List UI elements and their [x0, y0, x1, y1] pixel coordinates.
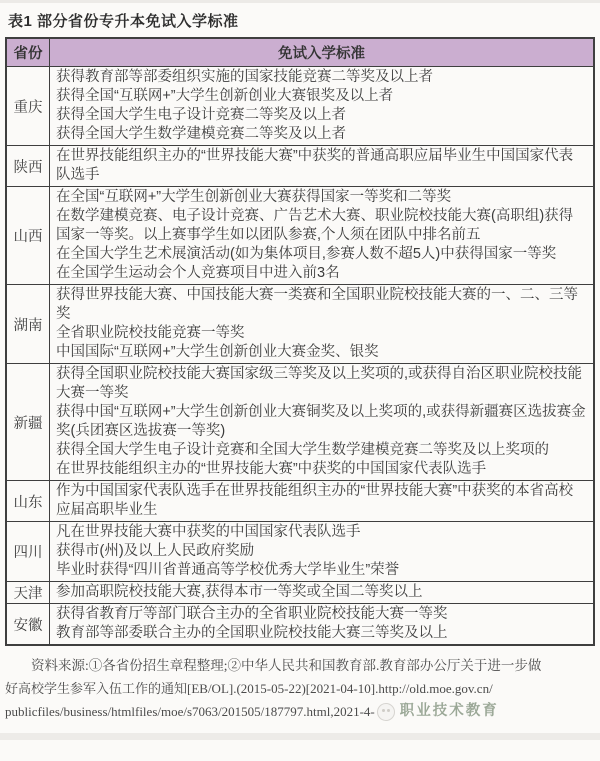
source-url-text: publicfiles/business/htmlfiles/moe/s7063/201505/187797.html,2021-4- — [5, 704, 375, 719]
source-line: 资料来源:①各省份招生章程整理;②中华人民共和国教育部.教育部办公厅关于进一步做 — [31, 658, 542, 673]
table-row — [6, 146, 594, 187]
province-cell: 重庆 — [6, 67, 50, 146]
standard-item: 获得全国大学生电子设计竞赛和全国大学生数学建模竞赛二等奖及以上奖项的 — [56, 442, 549, 458]
standard-item: 获得全国职业院校技能大赛国家级三等奖及以上奖项的,或获得自治区职业院校技能大赛一等奖 — [56, 366, 583, 401]
standards-cell — [50, 582, 595, 604]
standards-cell — [50, 67, 595, 146]
source-line: 好高校学生参军入伍工作的通知[EB/OL].(2015-05-22)[2021-04-10].http://old.moe.gov.cn/ — [5, 681, 493, 696]
standard-item: 获得中国“互联网+”大学生创新创业大赛铜奖及以上奖项的,或获得新疆赛区选拔赛金奖(兵团赛区选拔赛一等奖) — [56, 404, 586, 439]
header-province: 省份 — [6, 38, 50, 67]
standards-cell — [50, 146, 595, 187]
standard-item: 作为中国国家代表队选手在世界技能组织主办的“世界技能大赛”中获奖的本省高校应届高职毕业生 — [56, 483, 574, 518]
table-header-row — [6, 38, 594, 67]
standards-table — [5, 37, 595, 646]
province-cell: 四川 — [6, 522, 50, 582]
standard-item: 毕业时获得“四川省普通高等学校优秀大学毕业生”荣誉 — [56, 562, 400, 578]
source-note — [0, 646, 600, 723]
standard-item: 获得教育部等部委组织实施的国家技能竞赛二等奖及以上者 — [56, 69, 433, 85]
standard-item: 凡在世界技能大赛中获奖的中国国家代表队选手 — [56, 524, 361, 540]
table-title: 表1 部分省份专升本免试入学标准 — [8, 13, 239, 30]
standards-cell — [50, 522, 595, 582]
table-row — [6, 522, 594, 582]
standard-item: 教育部等部委联合主办的全国职业院校技能大赛三等奖及以上 — [56, 625, 448, 641]
standard-item: 获得全国大学生电子设计竞赛二等奖及以上者 — [56, 107, 346, 123]
province-cell: 安徽 — [6, 604, 50, 646]
standard-item: 获得省教育厅等部门联合主办的全省职业院校技能大赛一等奖 — [56, 606, 448, 622]
standard-item: 参加高职院校技能大赛,获得本市一等奖或全国二等奖以上 — [56, 584, 423, 600]
province-cell: 山东 — [6, 481, 50, 522]
table-row — [6, 604, 594, 646]
table-row — [6, 364, 594, 481]
standard-item: 全省职业院校技能竞赛一等奖 — [56, 325, 245, 341]
province-cell: 湖南 — [6, 285, 50, 364]
province-cell: 山西 — [6, 187, 50, 285]
table-row — [6, 481, 594, 522]
standard-item: 在全国学生运动会个人竞赛项目中进入前3名 — [56, 265, 340, 281]
standard-item: 获得世界技能大赛、中国技能大赛一类赛和全国职业院校技能大赛的一、二、三等奖 — [56, 287, 578, 322]
standard-item: 在数学建模竞赛、电子设计竞赛、广告艺术大赛、职业院校技能大赛(高职组)获得国家一等奖。以上赛事学生如以团队参赛,个人须在团队中排名前五 — [56, 208, 574, 243]
province-cell: 天津 — [6, 582, 50, 604]
table-row — [6, 285, 594, 364]
table-row — [6, 67, 594, 146]
standard-item: 获得全国大学生数学建模竞赛二等奖及以上者 — [56, 126, 346, 142]
watermark-label: 职业技术教育 — [399, 703, 499, 719]
standard-item: 获得市(州)及以上人民政府奖励 — [56, 543, 255, 559]
standards-cell — [50, 481, 595, 522]
header-standard: 免试入学标准 — [50, 38, 595, 67]
standards-cell — [50, 364, 595, 481]
standard-item: 获得全国“互联网+”大学生创新创业大赛银奖及以上者 — [56, 88, 394, 104]
standard-item: 在世界技能组织主办的“世界技能大赛”中获奖的中国国家代表队选手 — [56, 461, 487, 477]
account-logo-icon — [377, 703, 395, 721]
table-row — [6, 187, 594, 285]
bottom-divider — [0, 733, 600, 740]
province-cell: 新疆 — [6, 364, 50, 481]
source-line — [5, 700, 595, 723]
standard-item: 在全国“互联网+”大学生创新创业大赛获得国家一等奖和二等奖 — [56, 189, 452, 205]
standards-cell — [50, 604, 595, 646]
standard-item: 在全国大学生艺术展演活动(如为集体项目,参赛人数不超5人)中获得国家一等奖 — [56, 246, 557, 262]
standard-item: 在世界技能组织主办的“世界技能大赛”中获奖的普通高职应届毕业生中国国家代表队选手 — [56, 148, 574, 183]
table-row — [6, 582, 594, 604]
standards-cell — [50, 285, 595, 364]
province-cell: 陕西 — [6, 146, 50, 187]
standards-cell — [50, 187, 595, 285]
standard-item: 中国国际“互联网+”大学生创新创业大赛金奖、银奖 — [56, 344, 379, 360]
